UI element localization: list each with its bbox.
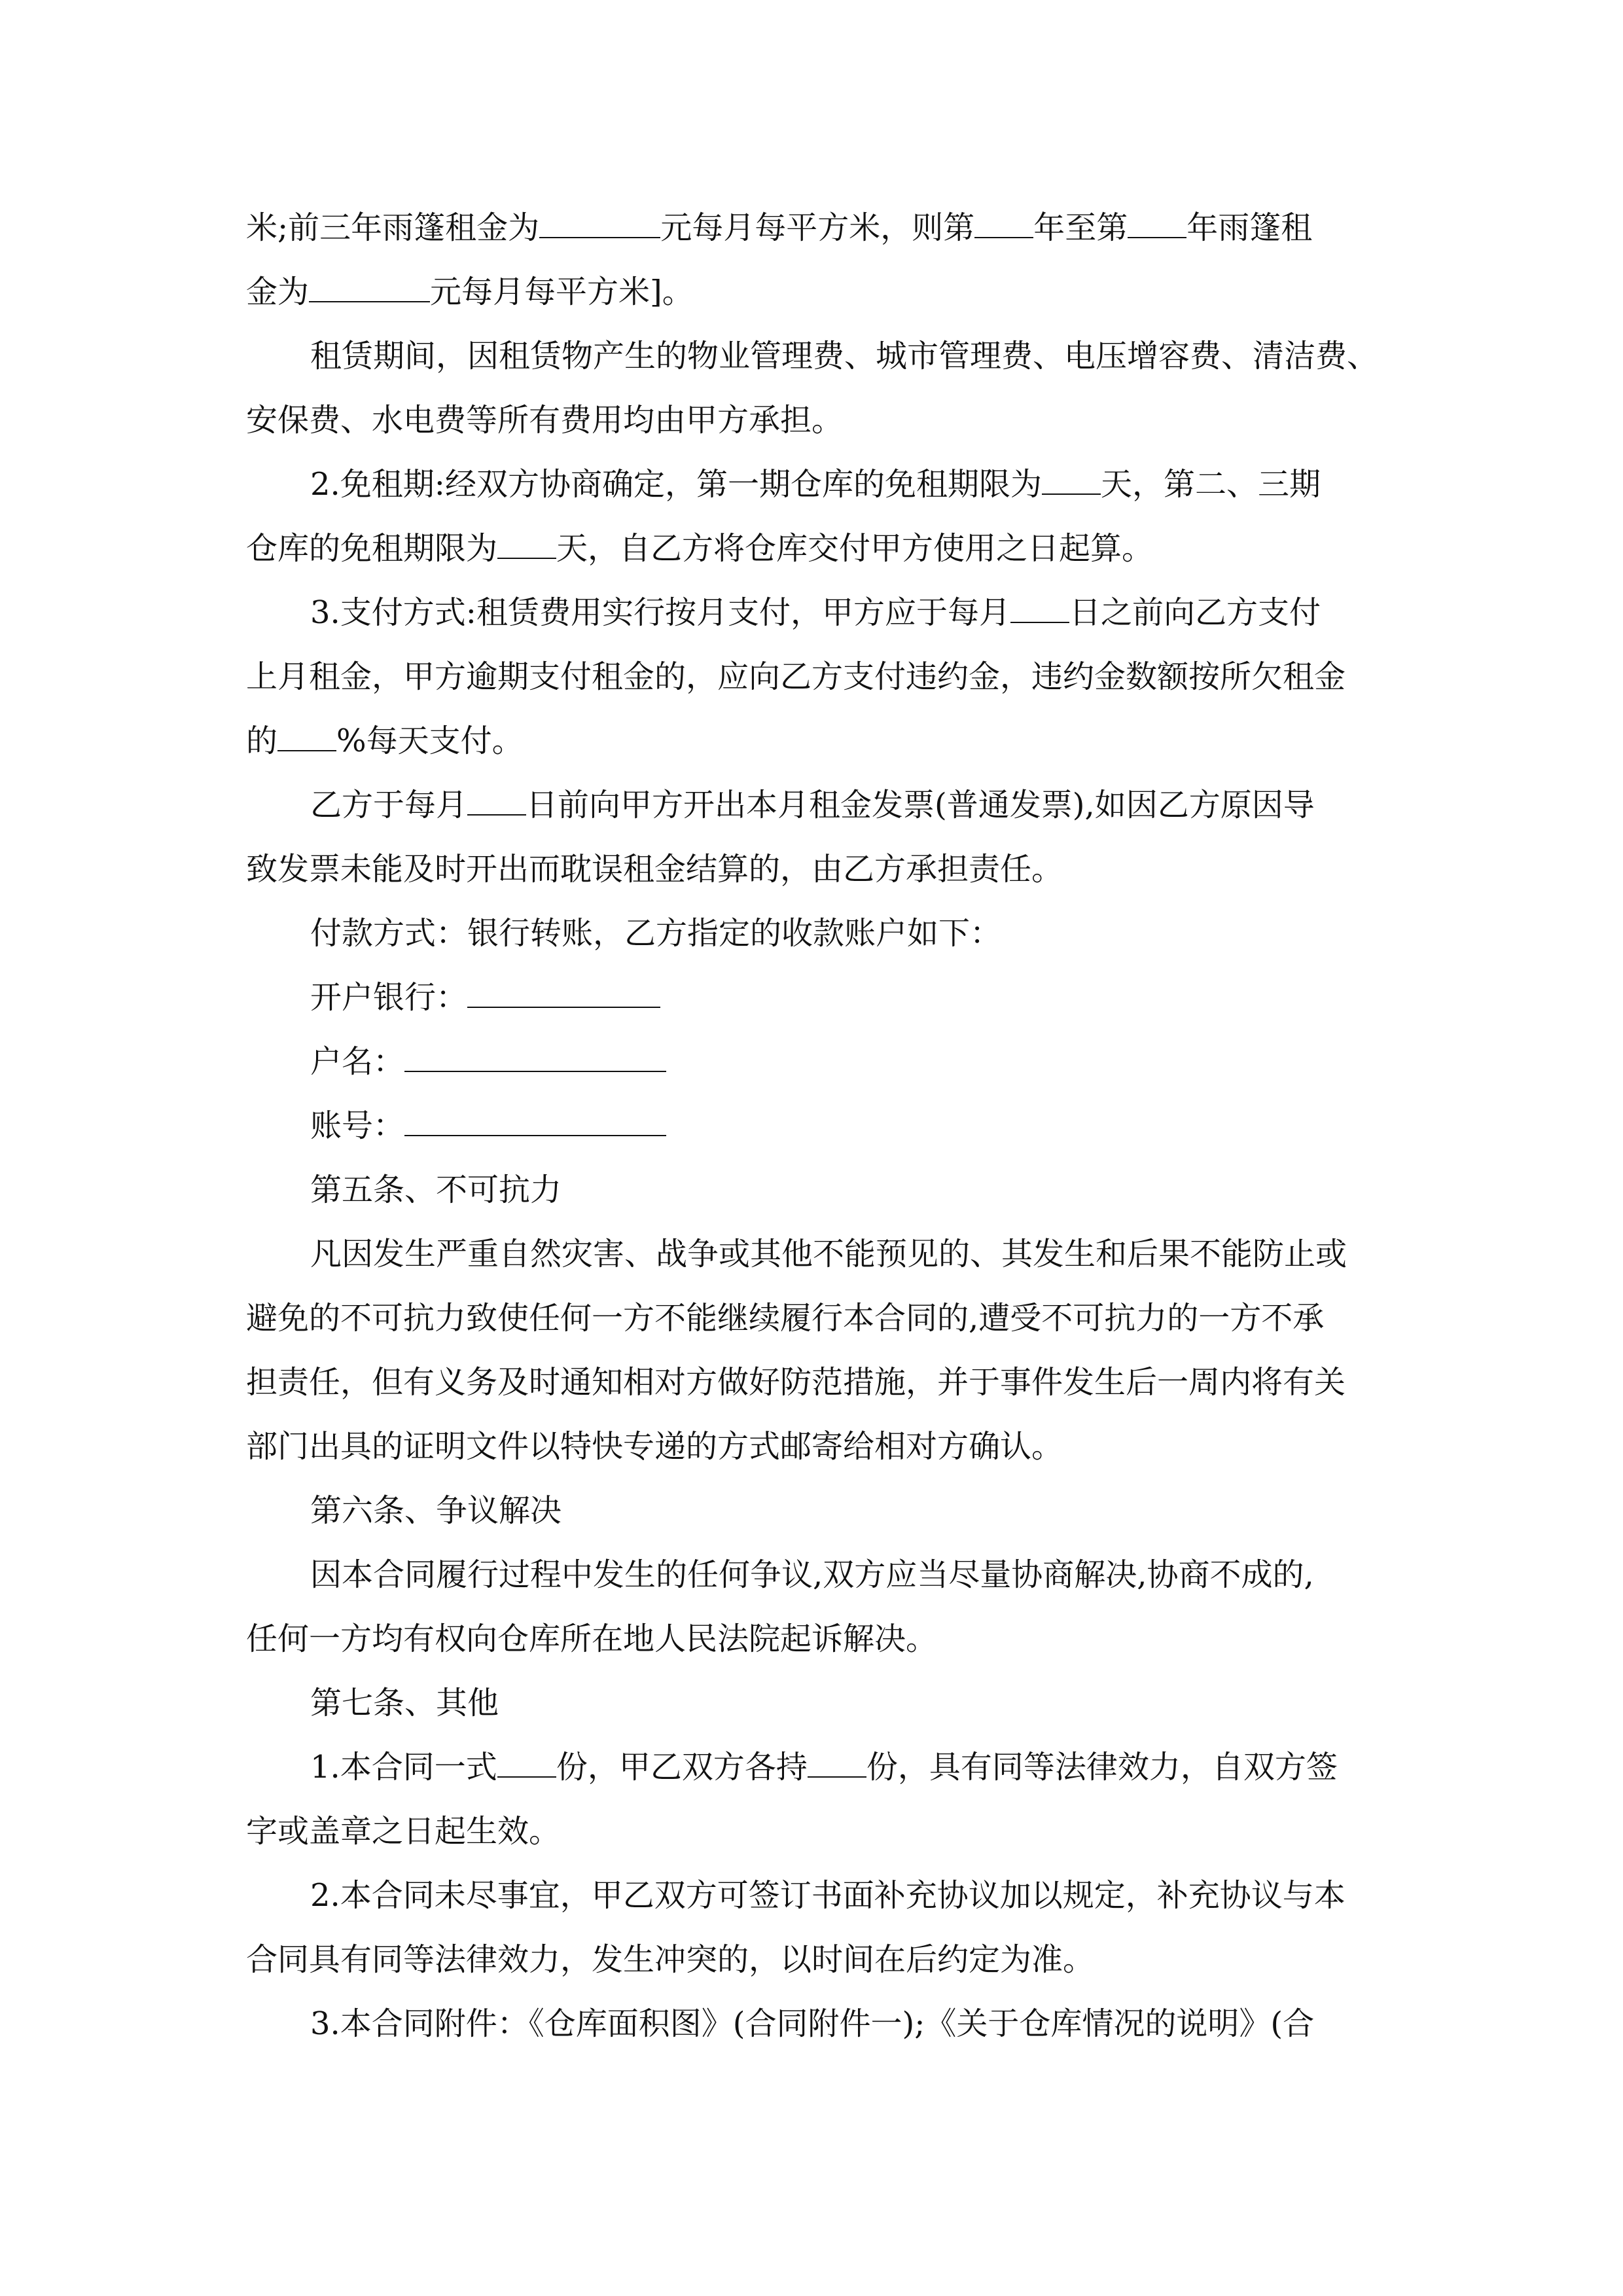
blank-field bbox=[974, 208, 1033, 238]
bank-line: 开户银行： bbox=[310, 978, 1378, 1017]
text-line: 米;前三年雨篷租金为 元每月每平方米，则第 年至第 年雨篷租 bbox=[246, 209, 1313, 246]
text-line: 任何一方均有权向仓库所在地人民法院起诉解决。 bbox=[246, 1621, 938, 1657]
text-line: 合同具有同等法律效力，发生冲突的，以时间在后约定为准。 bbox=[246, 1941, 1095, 1978]
text-line: 致发票未能及时开出而耽误租金结算的，由乙方承担责任。 bbox=[246, 851, 1063, 888]
text-line: 避免的不可抗力致使任何一方不能继续履行本合同的,遭受不可抗力的一方不承 bbox=[246, 1300, 1325, 1336]
text-line: 的 %每天支付。 bbox=[246, 723, 524, 759]
text-line: 付款方式：银行转账，乙方指定的收款账户如下： bbox=[310, 915, 1002, 952]
blank-field bbox=[497, 1748, 556, 1778]
account-number-line: 账号： bbox=[310, 1106, 1378, 1145]
text-line: 2.本合同未尽事宜，甲乙双方可签订书面补充协议加以规定，补充协议与本 bbox=[310, 1877, 1346, 1914]
text-line: 租赁期间，因租赁物产生的物业管理费、城市管理费、电压增容费、清洁费、 bbox=[310, 338, 1379, 374]
blank-field bbox=[808, 1748, 866, 1778]
text-line: 因本合同履行过程中发生的任何争议,双方应当尽量协商解决,协商不成的, bbox=[310, 1556, 1314, 1593]
blank-field bbox=[1010, 593, 1069, 623]
text-line: 金为 元每月每平方米]。 bbox=[246, 274, 694, 310]
text-line: 上月租金，甲方逾期支付租金的，应向乙方支付违约金，违约金数额按所欠租金 bbox=[246, 658, 1346, 695]
blank-field bbox=[539, 208, 660, 238]
blank-field bbox=[1042, 465, 1101, 495]
section-heading: 第六条、争议解决 bbox=[310, 1492, 562, 1529]
text-line: 1.本合同一式 份，甲乙双方各持 份，具有同等法律效力，自双方签 bbox=[310, 1749, 1338, 1785]
blank-field bbox=[309, 272, 430, 302]
text-line: 凡因发生严重自然灾害、战争或其他不能预见的、其发生和后果不能防止或 bbox=[310, 1236, 1347, 1272]
bank-name-blank bbox=[467, 978, 660, 1008]
blank-field bbox=[497, 529, 556, 559]
text-line: 部门出具的证明文件以特快专递的方式邮寄给相对方确认。 bbox=[246, 1428, 1063, 1465]
text-line: 2.免租期:经双方协商确定，第一期仓库的免租期限为 天，第二、三期 bbox=[310, 466, 1321, 503]
text-line: 安保费、水电费等所有费用均由甲方承担。 bbox=[246, 402, 844, 439]
text-line: 乙方于每月 日前向甲方开出本月租金发票(普通发票),如因乙方原因导 bbox=[310, 787, 1315, 823]
section-heading: 第五条、不可抗力 bbox=[310, 1172, 562, 1208]
account-name-line: 户名： bbox=[310, 1042, 1378, 1081]
text-line: 仓库的免租期限为 天，自乙方将仓库交付甲方使用之日起算。 bbox=[246, 530, 1154, 567]
text-line: 字或盖章之日起生效。 bbox=[246, 1813, 561, 1850]
blank-field bbox=[467, 785, 526, 816]
account-name-blank bbox=[404, 1042, 666, 1072]
text-line: 担责任，但有义务及时通知相对方做好防范措施，并于事件发生后一周内将有关 bbox=[246, 1364, 1346, 1401]
text-line: 3.支付方式:租赁费用实行按月支付，甲方应于每月 日之前向乙方支付 bbox=[310, 594, 1321, 631]
text-line: 3.本合同附件：《仓库面积图》(合同附件一);《关于仓库情况的说明》(合 bbox=[310, 2005, 1315, 2042]
blank-field bbox=[277, 721, 336, 751]
section-heading: 第七条、其他 bbox=[310, 1685, 499, 1721]
blank-field bbox=[1128, 208, 1186, 238]
account-number-blank bbox=[404, 1106, 666, 1136]
